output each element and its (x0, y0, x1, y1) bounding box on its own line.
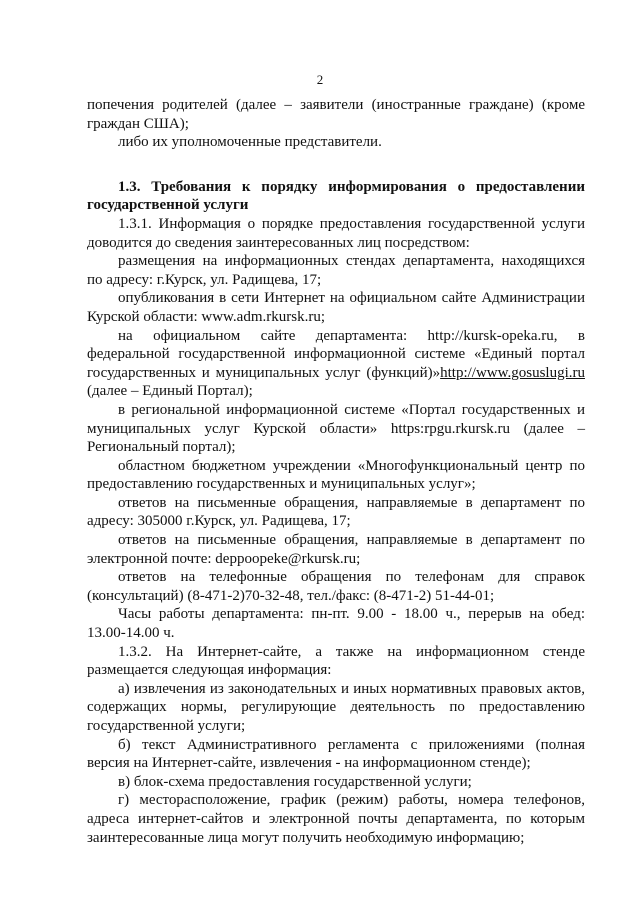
paragraph-representatives: либо их уполномоченные представители. (118, 134, 382, 151)
paragraph-1-3-1: 1.3.1. Информация о порядке предоставления государственной услуги доводится до сведения заинтересованных лиц посредством: (87, 215, 585, 251)
list-item-g: г) месторасположение, график (режим) работы, номера телефонов, адреса интернет-сайтов и электронной почты департамента, по которым заинтересованные лица могут получить необходимую информацию; (87, 792, 585, 846)
paragraph-admin-site: опубликования в сети Интернет на официальном сайте Администрации Курской области: www.adm.rkursk.ru; (87, 290, 585, 325)
document-body (87, 96, 585, 847)
paragraph-mfc: областном бюджетном учреждении «Многофункциональный центр по предоставлению государственных и муниципальных услуг»; (87, 457, 585, 493)
department-site-text-end: (далее – Единый Портал); (87, 383, 253, 400)
list-item-a: а) извлечения из законодательных и иных нормативных правовых актов, содержащих нормы, регулирующие деятельность по предоставлению государственной услуги; (87, 680, 585, 734)
paragraph-department-site (87, 327, 585, 401)
paragraph-guardianship: попечения родителей (далее – заявители (иностранные граждане) (кроме граждан США); (87, 97, 585, 132)
gosuslugi-link[interactable]: http://www.gosuslugi.ru (440, 364, 585, 381)
paragraph-regional-portal: в региональной информационной системе «Портал государственных и муниципальных услуг Курской области» https:rpgu.rkursk.ru (далее – Региональный портал); (87, 401, 585, 456)
section-heading-1-3: 1.3. Требования к порядку информирования о предоставлении государственной услуги (87, 178, 585, 214)
paragraph-phone: ответов на телефонные обращения по телефонам для справок (консультаций) (8-471-2)70-32-48, тел./факс: (8-471-2) 51-44-01; (87, 569, 585, 604)
list-item-v: в) блок-схема предоставления государственной услуги; (118, 773, 472, 790)
paragraph-written-email: ответов на письменные обращения, направляемые в департамент по электронной почте: deppoopeke@rkursk.ru; (87, 532, 585, 567)
page-number: 2 (316, 72, 324, 87)
list-item-b: б) текст Административного регламента с приложениями (полная версия на Интернет-сайте, извлечения - на информационном стенде); (87, 736, 585, 772)
paragraph-written-address: ответов на письменные обращения, направляемые в департамент по адресу: 305000 г.Курск, ул. Радищева, 17; (87, 494, 585, 530)
paragraph-1-3-2: 1.3.2. На Интернет-сайте, а также на информационном стенде размещается следующая информация: (87, 643, 585, 679)
paragraph-working-hours: Часы работы департамента: пн-пт. 9.00 - 18.00 ч., перерыв на обед: 13.00-14.00 ч. (87, 606, 585, 642)
department-site-text: на официальном сайте департамента: http://kursk-opeka.ru, в федеральной государственной информационной системе «Единый портал государственных и муниципальных услуг (функций)» (87, 327, 585, 381)
paragraph-stands: размещения на информационных стендах департамента, находящихся по адресу: г.Курск, ул. Радищева, 17; (87, 253, 585, 288)
